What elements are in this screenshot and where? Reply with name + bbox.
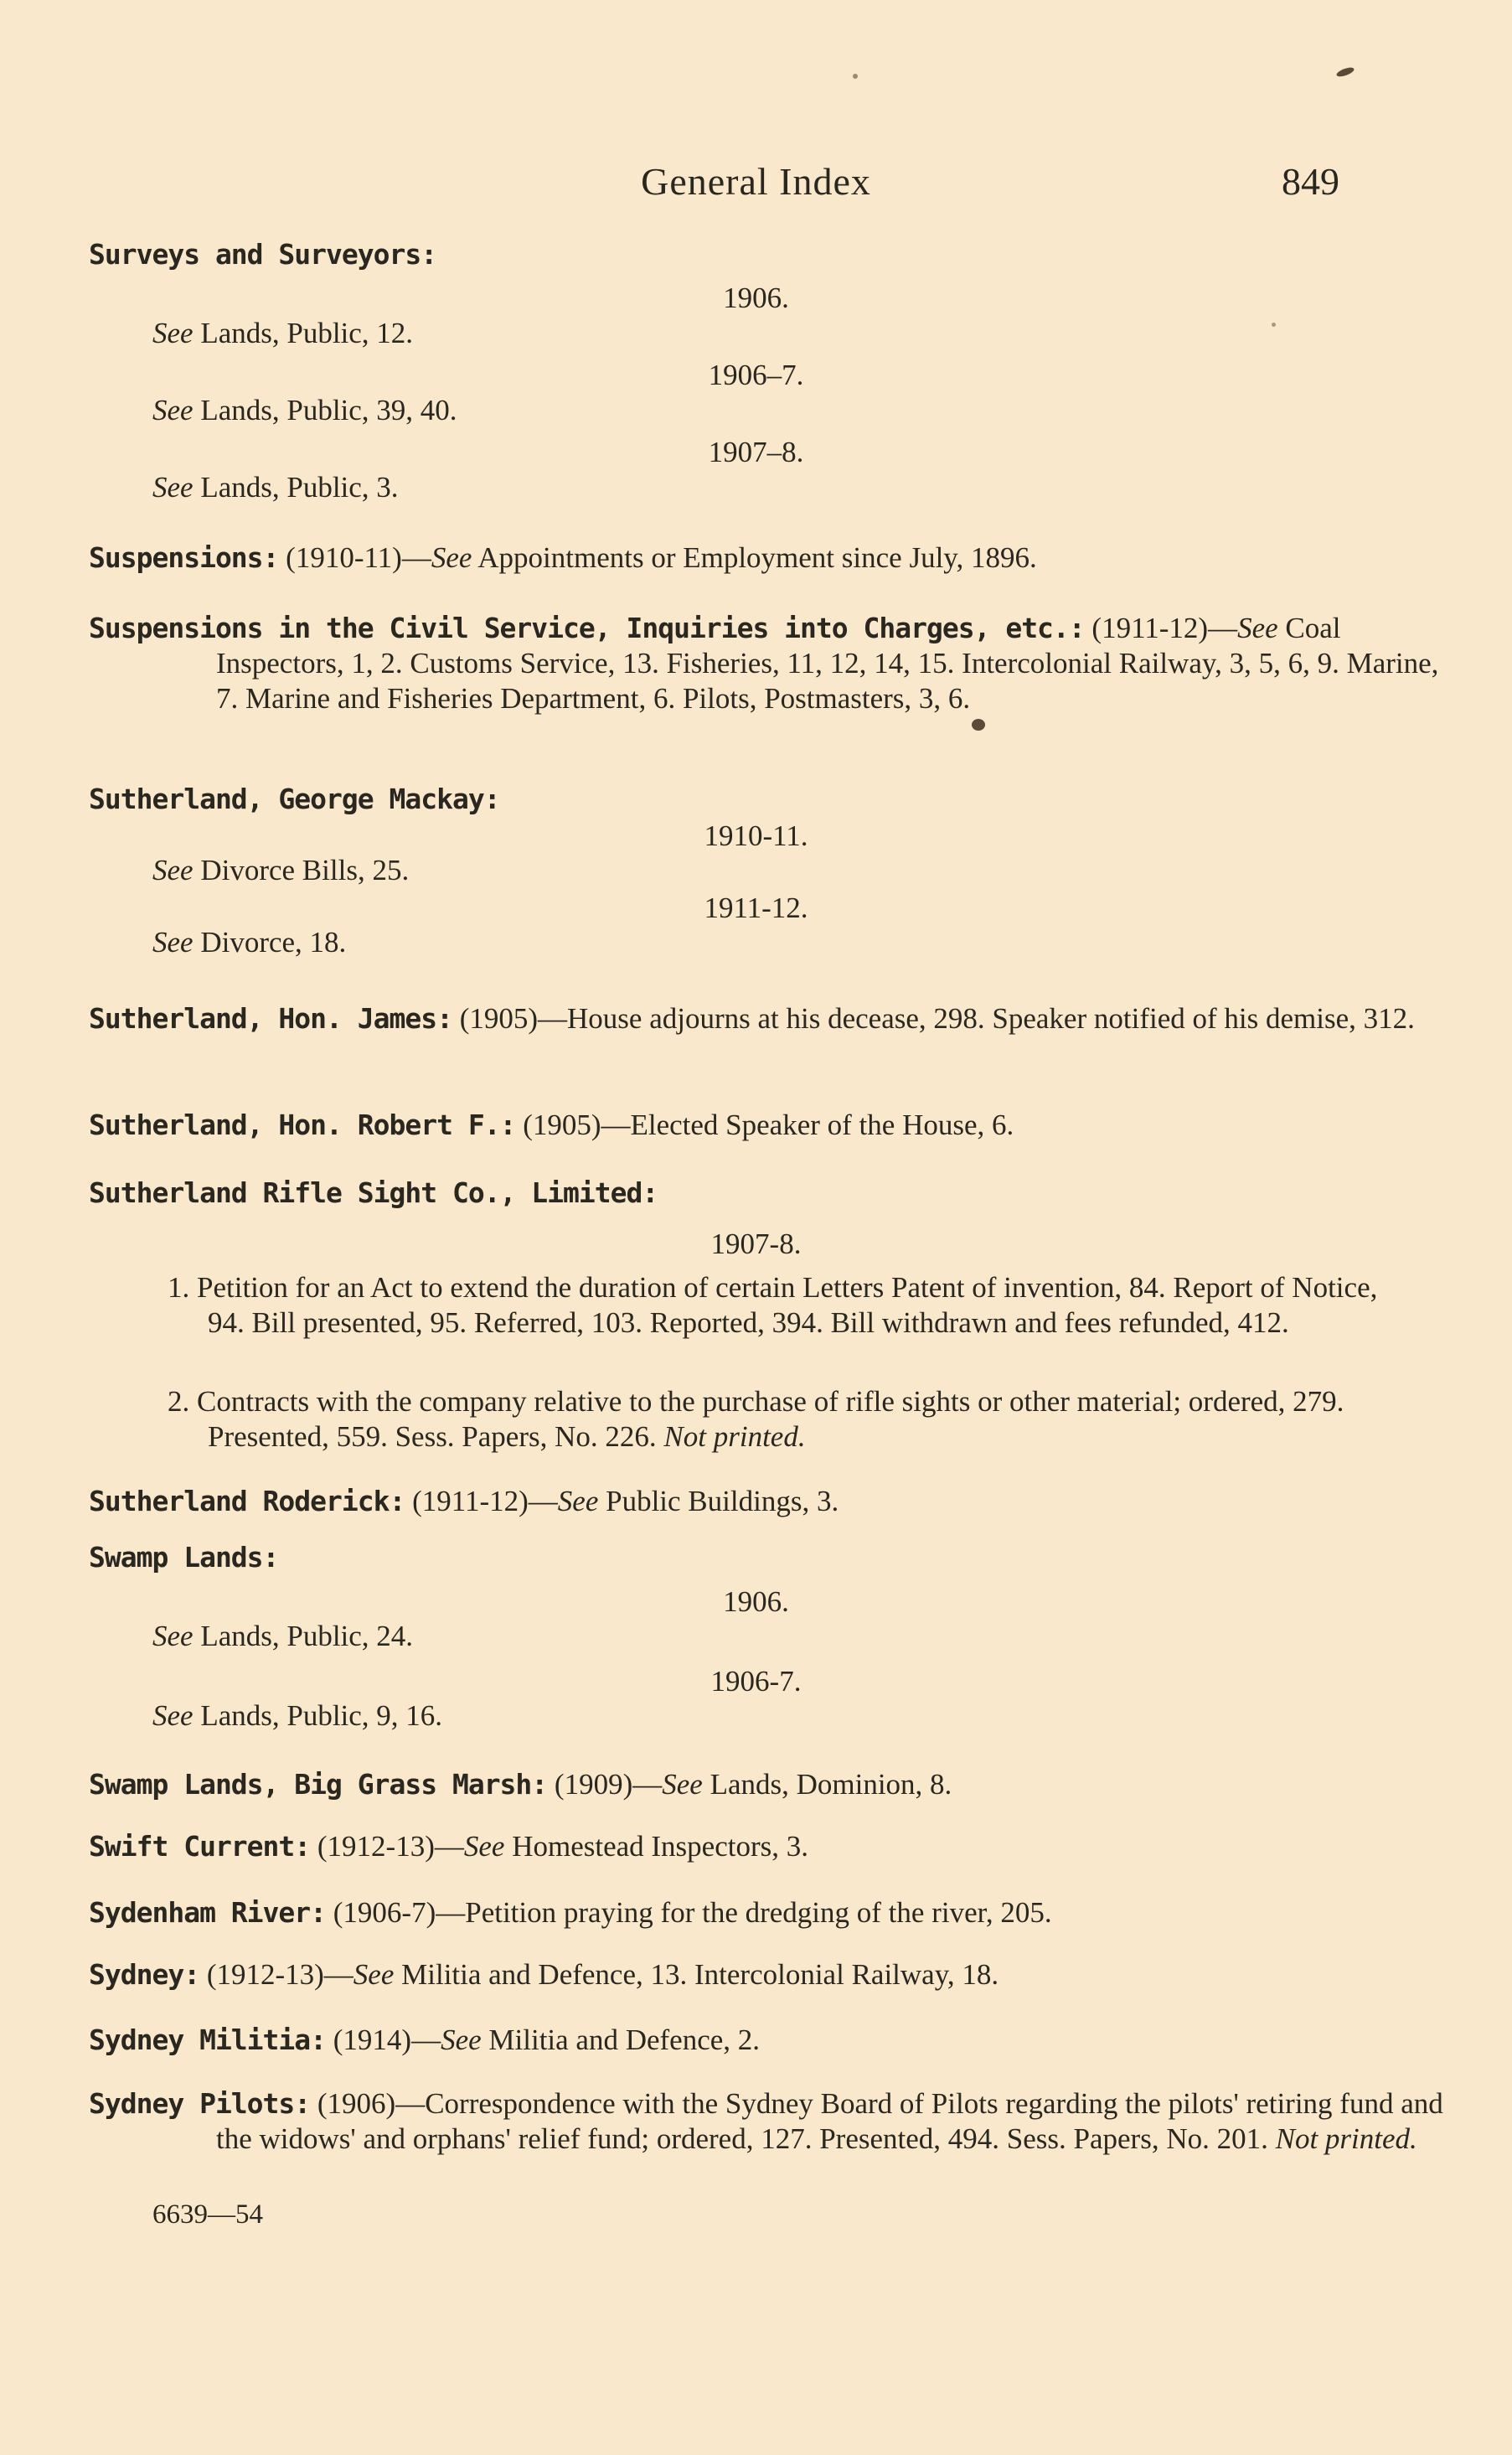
see-label: See: [662, 1768, 703, 1801]
entry-heading: Swamp Lands:: [89, 1541, 279, 1574]
entry-text: (1911-12)—: [405, 1485, 558, 1517]
see-reference: [152, 471, 399, 504]
year-label: 1906.: [723, 282, 789, 314]
see-reference: [152, 1699, 442, 1733]
year-label: 1907-8.: [710, 1228, 802, 1260]
see-label: See: [431, 541, 472, 574]
see-reference: [152, 394, 457, 427]
entry-text: Militia and Defence, 13. Intercolonial Railway, 18.: [394, 1958, 999, 1991]
entry-heading: Suspensions:: [89, 541, 279, 574]
entry-sutherland-rifle-heading: [89, 1176, 1340, 1211]
not-printed-note: Not printed.: [1275, 2122, 1417, 2155]
year-label: 1906–7.: [708, 359, 804, 391]
entry-text: (1911-12)—: [1084, 612, 1238, 644]
entry-sydney-militia: [89, 2023, 1340, 2058]
entry-surveys-heading: [89, 237, 1340, 272]
entry-text: Lands, Dominion, 8.: [702, 1768, 952, 1801]
page-title: General Index: [641, 160, 871, 203]
entry-text: (1910-11)—: [278, 541, 431, 574]
entry-text: Homestead Inspectors, 3.: [504, 1830, 808, 1863]
reference-text: Lands, Public, 12.: [193, 317, 414, 349]
entry-text: (1912-13)—: [310, 1830, 464, 1863]
entry-sydney-pilots: [89, 2086, 1468, 2157]
reference-text: Divorce Bills, 25.: [193, 854, 410, 886]
see-label: See: [1237, 612, 1278, 644]
entry-text: (1909)—: [547, 1768, 663, 1801]
see-label: See: [557, 1485, 599, 1517]
entry-text: (1914)—: [326, 2023, 441, 2056]
entry-sutherland-george-heading: [89, 782, 1340, 817]
entry-sutherland-james: [89, 1001, 1468, 1036]
item-text: Contracts with the company relative to the purchase of rifle sights or other material; ordered, 279. Presented, 559. Sess. Papers, No. 226.: [197, 1385, 1344, 1453]
printer-signature: 6639—54: [152, 2199, 263, 2230]
entry-heading: Surveys and Surveyors:: [89, 238, 437, 271]
year-label: 1911-12.: [704, 892, 808, 924]
reference-text: Lands, Public, 39, 40.: [193, 394, 457, 426]
item-number: 2.: [168, 1385, 190, 1418]
see-label: See: [152, 1699, 194, 1732]
see-label: See: [152, 1620, 194, 1652]
entry-swamp-lands-big-grass-marsh: [89, 1767, 1340, 1802]
paper-speck: [853, 74, 858, 79]
entry-text: (1905)—Elected Speaker of the House, 6.: [515, 1109, 1014, 1141]
entry-text: Coal Inspectors, 1, 2. Customs Service, 13. Fisheries, 11, 12, 14, 15. Intercolonial Railway, 3, 5, 6, 9. Marine, 7. Marine and Fisheries Department, 6. Pilots, Postmasters, 3, 6.: [216, 612, 1439, 715]
see-reference: [152, 1620, 413, 1653]
entry-suspensions: [89, 540, 1340, 576]
page-number: 849: [1282, 160, 1339, 203]
entry-swift-current: [89, 1829, 1340, 1864]
entry-heading: Sydney:: [89, 1958, 200, 1991]
entry-heading: Sutherland Rifle Sight Co., Limited:: [89, 1176, 658, 1209]
entry-sutherland-robert: [89, 1108, 1340, 1143]
item-text: Petition for an Act to extend the duration of certain Letters Patent of invention, 84. Report of Notice, 94. Bill presented, 95. Referred, 103. Reported, 394. Bill withdrawn and fees refunded, 412.: [197, 1271, 1378, 1339]
year-label: 1906-7.: [710, 1665, 802, 1698]
entry-heading: Sydenham River:: [89, 1896, 327, 1929]
entry-heading: Sydney Pilots:: [89, 2087, 311, 2120]
entry-sutherland-roderick: [89, 1484, 1340, 1519]
reference-text: Lands, Public, 9, 16.: [193, 1699, 443, 1732]
see-label: See: [353, 1958, 395, 1991]
see-reference: [152, 854, 409, 887]
entry-text: (1906)—Correspondence with the Sydney Board of Pilots regarding the pilots' retiring fund and the widows' and orphans' relief fund; ordered, 127. Presented, 494. Sess. Papers, No. 201.: [216, 2087, 1443, 2155]
entry-sydenham-river: [89, 1895, 1340, 1930]
list-item: [168, 1270, 1380, 1341]
paper-speck: [1335, 65, 1355, 78]
entry-text: Public Buildings, 3.: [598, 1485, 839, 1517]
entry-heading: Swamp Lands, Big Grass Marsh:: [89, 1768, 548, 1801]
entry-text: (1906-7)—Petition praying for the dredging of the river, 205.: [326, 1896, 1052, 1929]
entry-heading: Sutherland Roderick:: [89, 1485, 405, 1517]
see-label: See: [152, 926, 194, 959]
reference-text: Lands, Public, 24.: [193, 1620, 414, 1652]
not-printed-note: Not printed.: [663, 1420, 806, 1453]
see-label: See: [152, 471, 194, 504]
see-reference: [152, 926, 346, 959]
year-label: 1910-11.: [704, 819, 808, 852]
page-header: [0, 159, 1512, 209]
paper-speck: [972, 719, 985, 731]
item-number: 1.: [168, 1271, 190, 1304]
entry-swamp-lands-heading: [89, 1540, 1340, 1575]
see-label: See: [152, 317, 194, 349]
entry-heading: Sydney Militia:: [89, 2023, 327, 2056]
entry-heading: Suspensions in the Civil Service, Inquiries into Charges, etc.:: [89, 612, 1085, 644]
entry-heading: Sutherland, Hon. Robert F.:: [89, 1109, 516, 1141]
entry-text: Appointments or Employment since July, 1896.: [472, 541, 1037, 574]
paper-speck: [1272, 323, 1276, 327]
see-reference: [152, 317, 413, 350]
entry-text: (1912-13)—: [199, 1958, 353, 1991]
entry-heading: Swift Current:: [89, 1830, 311, 1863]
entry-text: Militia and Defence, 2.: [481, 2023, 761, 2056]
see-label: See: [152, 394, 194, 426]
reference-text: Divorce, 18.: [193, 926, 347, 959]
reference-text: Lands, Public, 3.: [193, 471, 399, 504]
entry-heading: Sutherland, Hon. James:: [89, 1002, 452, 1035]
year-label: 1906.: [723, 1585, 789, 1618]
entry-text: (1905)—House adjourns at his decease, 298. Speaker notified of his demise, 312.: [452, 1002, 1415, 1035]
list-item: [168, 1384, 1380, 1455]
entry-suspensions-civil-service: [89, 611, 1468, 716]
year-label: 1907–8.: [708, 436, 804, 468]
see-label: See: [463, 1830, 505, 1863]
entry-heading: Sutherland, George Mackay:: [89, 783, 500, 815]
see-label: See: [152, 854, 194, 886]
see-label: See: [441, 2023, 482, 2056]
entry-sydney: [89, 1957, 1340, 1992]
